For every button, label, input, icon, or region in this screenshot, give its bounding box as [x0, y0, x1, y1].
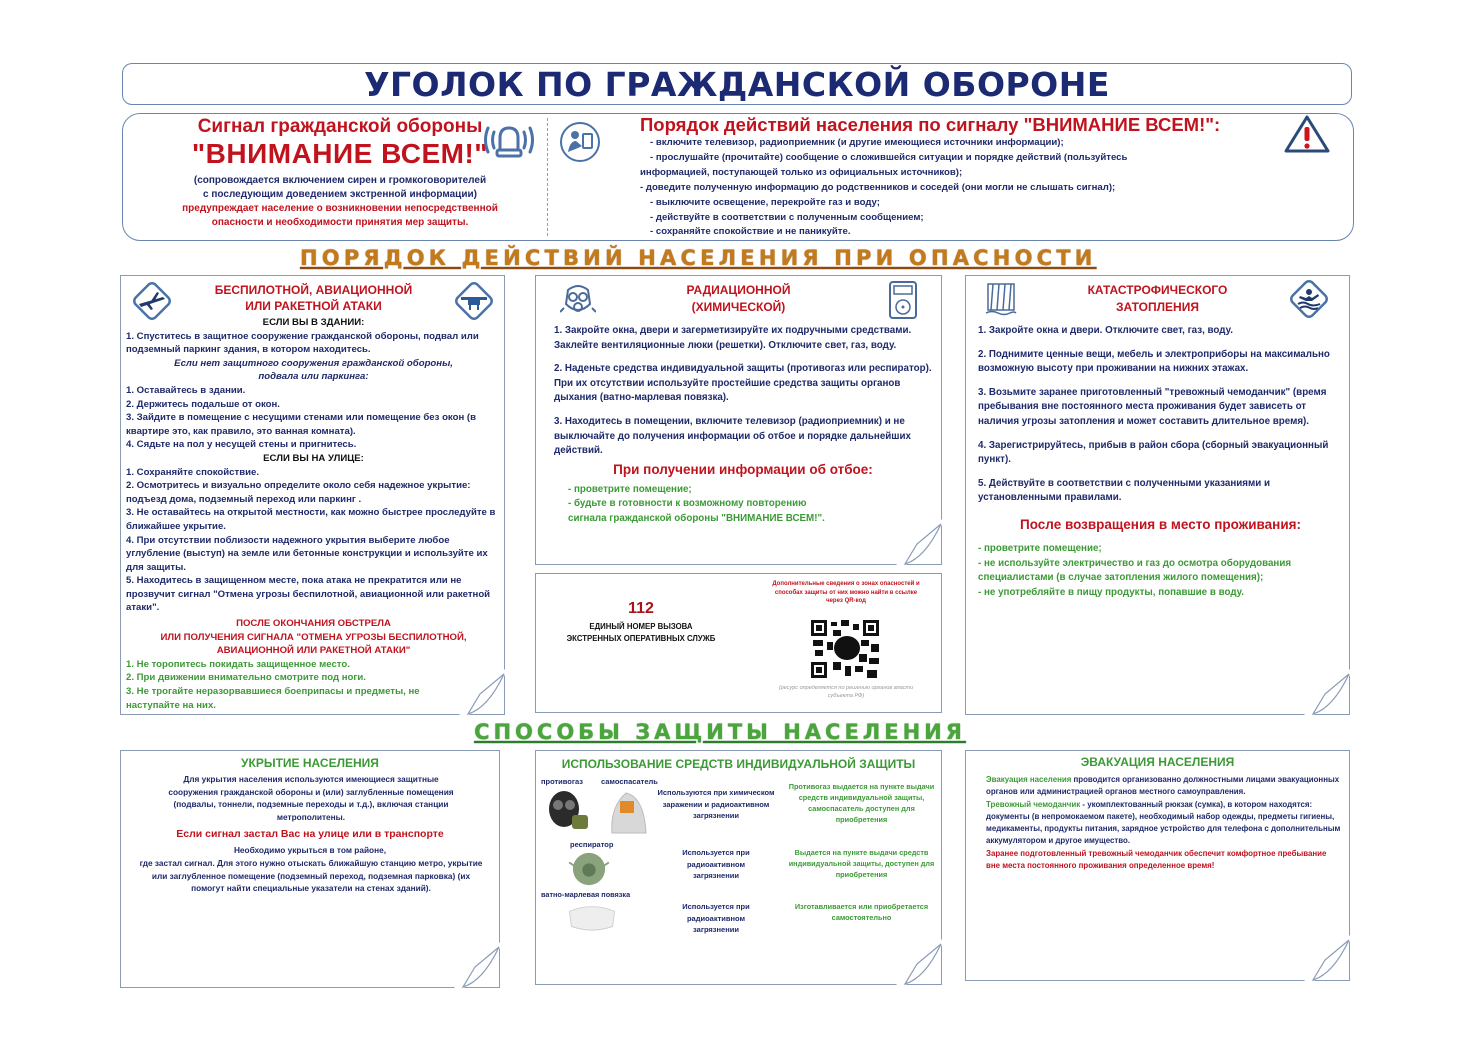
list-item: 1. Спуститесь в защитное сооружение гражданской обороны, подвал или подземный паркинг здания, в котором находитесь.: [126, 330, 479, 356]
signal-actions-heading: Порядок действий населения по сигналу "ВНИМАНИЕ ВСЕМ!":: [640, 114, 1221, 135]
card-radiation-body: [554, 324, 932, 527]
page-title: УГОЛОК ПО ГРАЖДАНСКОЙ ОБОРОНЕ: [364, 64, 1110, 104]
list-item: 1. Закройте окна, двери и загерметизируйте их подручными средствами. Заклейте вентиляционные люки (решетки). Отключите свет, газ, воду.: [554, 325, 912, 351]
qr-caption: Дополнительные сведения о зонах опасностей и способах защиты от них можно найти в ссылке через QR-код: [772, 581, 920, 604]
signal-action-item: - действуйте в соответствии с полученным сообщением;: [650, 211, 924, 223]
signal-description: [140, 116, 540, 230]
evacuation-paragraph: [986, 799, 1341, 848]
qr-note: (ресурс определяется по решению органов власти субъекта РФ): [778, 685, 914, 699]
note-no-shelter: Если нет защитного сооружения гражданской обороны, подвала или паркинга:: [174, 357, 453, 383]
shelter-subheading: Если сигнал застал Вас на улице или в транспорте: [176, 828, 444, 840]
ppe-use-1: Используются при химическом заражении и радиоактивном загрязнении: [657, 788, 775, 820]
emergency-label-line: ЕДИНЫЙ НОМЕР ВЫЗОВА: [589, 622, 693, 631]
card-ppe: [535, 750, 942, 985]
card-title-line: БЕСПИЛОТНОЙ, АВИАЦИОННОЙ: [214, 283, 413, 297]
list-item: 2. Держитесь подальше от окон.: [126, 398, 280, 410]
signal-action-item: - сохраняйте спокойствие и не паникуйте.: [650, 226, 851, 238]
card-title-line: РАДИАЦИОННОЙ: [686, 283, 791, 297]
after-flood-heading: После возвращения в место проживания:: [1020, 516, 1301, 532]
list-item: 5. Действуйте в соответствии с полученными указаниями и установленными правилами.: [978, 477, 1271, 504]
card-title-line: ЗАТОПЛЕНИЯ: [1116, 300, 1199, 314]
self-rescuer-image: [606, 787, 650, 837]
signal-action-item: - выключите освещение, перекройте газ и воду;: [650, 196, 880, 208]
list-item: 2. При движении внимательно смотрите под ноги.: [126, 672, 366, 684]
evacuation-warning: Заранее подготовленный тревожный чемоданчик обеспечит комфортное пребывание вне места постоянного проживания определенное время!: [986, 848, 1327, 871]
card-title-line: КАТАСТРОФИЧЕСКОГО: [1087, 283, 1228, 297]
card-flood: [965, 275, 1350, 715]
signal-desc-line: (сопровождается включением сирен и громкоговорителей: [193, 175, 487, 186]
warning-icon: [1282, 113, 1332, 155]
signal-desc-line: с последующим доведением экстренной информации): [203, 189, 477, 200]
list-item: сигнала гражданской обороны "ВНИМАНИЕ ВСЕМ!".: [568, 512, 825, 524]
card-shelter-title: УКРЫТИЕ НАСЕЛЕНИЯ: [241, 756, 379, 770]
card-attack-title: [191, 282, 436, 314]
subheading-outside: ЕСЛИ ВЫ НА УЛИЦЕ:: [263, 452, 364, 464]
signal-divider: [547, 118, 548, 236]
list-item: 3. Не трогайте неразорвавшиеся боеприпасы и предметы, не наступайте на них.: [126, 686, 420, 711]
after-attack-line: ИЛИ ПОЛУЧЕНИЯ СИГНАЛА "ОТМЕНА УГРОЗЫ БЕСПИЛОТНОЙ,: [160, 631, 467, 643]
evacuation-lead: Эвакуация населения: [986, 775, 1072, 784]
card-radiation-title: [536, 282, 941, 316]
signal-name: "ВНИМАНИЕ ВСЕМ!": [191, 138, 489, 169]
person-info-icon: [558, 120, 602, 164]
list-item: 3. Не оставайтесь на открытой местности, как можно быстрее проследуйте в ближайшее укрытие.: [126, 507, 496, 532]
page-curl-decoration: [1303, 668, 1351, 716]
list-item: 5. Находитесь в защищенном месте, пока атака не прекратится или не прозвучит сигнал "Отмена угрозы беспилотной, авиационной или ракетной атаки".: [126, 575, 491, 614]
card-shelter: [120, 750, 500, 988]
emergency-number-block: [556, 599, 726, 645]
list-item: 2. Наденьте средства индивидуальной защиты (противогаз или респиратор). При их отсутствии используйте простейшие средства защиты органов дыхания (ватно-марлевая повязка).: [554, 363, 932, 404]
evacuation-text: - укомплектованный рюкзак (сумка), в котором находятся: документы (в непромокаемом пакете), необходимый набор одежды, предметы гигиены, медикаменты, продукты питания, зарядное устройство для телефона с дополнительным аккумулятором и другое имущество.: [986, 799, 1341, 846]
ppe-use-3: Используется при радиоактивном загрязнении: [682, 902, 750, 934]
ppe-note-3: Изготавливается или приобретается самостоятельно: [794, 902, 929, 922]
list-item: - не употребляйте в пищу продукты, попавшие в воду.: [978, 586, 1244, 598]
emergency-label-line: ЭКСТРЕННЫХ ОПЕРАТИВНЫХ СЛУЖБ: [566, 634, 716, 643]
list-item: 3. Зайдите в помещение с несущими стенами или помещение без окон (в квартире это, как правило, это ванная комната).: [126, 412, 477, 437]
gas-mask-image: [546, 789, 592, 835]
signal-action-item: информацией, поступающей только из официальных источников);: [640, 166, 963, 178]
section-title-protection: СПОСОБЫ ЗАЩИТЫ НАСЕЛЕНИЯ: [474, 720, 966, 744]
card-flood-body: [978, 324, 1343, 600]
signal-actions: [640, 114, 1280, 240]
signal-warning-line: опасности и необходимости принятия мер защиты.: [211, 217, 469, 228]
list-item: 1. Оставайтесь в здании.: [126, 384, 246, 396]
card-evacuation: [965, 750, 1350, 981]
list-item: 4. При отсутствии поблизости надежного укрытия выберите любое углубление (выступ) на земле или бетонные конструкции и используйте их для защиты.: [126, 534, 488, 573]
list-item: 1. Не торопитесь покидать защищенное место.: [126, 658, 350, 670]
shelter-text2: Необходимо укрыться в том районе,: [233, 845, 387, 855]
ppe-label-bandage: ватно-марлевая повязка: [541, 890, 631, 899]
emergency-number: 112: [628, 600, 654, 617]
card-evacuation-title: ЭВАКУАЦИЯ НАСЕЛЕНИЯ: [1080, 755, 1235, 769]
list-item: - проветрите помещение;: [568, 483, 692, 495]
qr-code[interactable]: [809, 618, 881, 680]
respirator-image: [566, 851, 612, 887]
signal-warning-line: предупреждает население о возникновении непосредственной: [182, 203, 498, 214]
card-ppe-title: ИСПОЛЬЗОВАНИЕ СРЕДСТВ ИНДИВИДУАЛЬНОЙ ЗАЩИТЫ: [561, 757, 916, 771]
card-emergency: [535, 573, 942, 713]
page-curl-decoration: [453, 941, 501, 989]
siren-icon: [482, 120, 536, 160]
list-item: - не используйте электричество и газ до осмотра оборудования специалистами (в случае затопления жилого помещения);: [978, 557, 1292, 584]
signal-action-item: - включите телевизор, радиоприемник (и другие имеющиеся источники информации);: [650, 137, 1064, 148]
signal-action-item: - доведите полученную информацию до родственников и соседей (они могли не слышать сигнал);: [640, 181, 1116, 193]
list-item: - будьте в готовности к возможному повторению: [568, 498, 807, 510]
list-item: 1. Сохраняйте спокойствие.: [126, 466, 259, 478]
shelter-text: Для укрытия населения используются имеющиеся защитные сооружения гражданской обороны и (или) заглубленные помещения (подвалы, тоннели, подземные переходы и т.д.), включая станции метрополитены.: [168, 774, 454, 822]
after-attack-heading: [126, 617, 501, 658]
evacuation-body: [986, 774, 1341, 872]
page-curl-decoration: [1303, 934, 1351, 982]
page-curl-decoration: [458, 668, 506, 716]
ppe-note-2: Выдается на пункте выдачи средств индивидуальной защиты, доступен для приобретения: [788, 848, 935, 879]
after-attack-line: ПОСЛЕ ОКОНЧАНИЯ ОБСТРЕЛА: [236, 618, 391, 630]
card-title-line: ИЛИ РАКЕТНОЙ АТАКИ: [245, 299, 382, 313]
after-attack-line: АВИАЦИОННОЙ ИЛИ РАКЕТНОЙ АТАКИ": [216, 645, 411, 657]
card-title-line: (ХИМИЧЕСКОЙ): [691, 300, 786, 314]
subheading-in-building: ЕСЛИ ВЫ В ЗДАНИИ:: [262, 317, 365, 328]
list-item: 2. Осмотритесь и визуально определите около себя надежное укрытие: подъезд дома, подземный переход или паркинг .: [126, 480, 471, 505]
shelter-text2: где застал сигнал. Для этого нужно отыскать ближайшую станцию метро, укрытие или заглубленное помещение (подземный переход, подземная парковка) (их помогут найти специальные указатели на стенах зданий).: [139, 858, 483, 893]
ppe-label-gasmask: противогаз: [541, 777, 583, 786]
list-item: 1. Закройте окна и двери. Отключите свет, газ, воду.: [978, 325, 1233, 336]
list-item: 2. Поднимите ценные вещи, мебель и электроприборы на максимально возможную высоту при проживании на нижних этажах.: [978, 348, 1330, 375]
page-title-bar: [122, 63, 1352, 105]
card-attack-body: [126, 316, 501, 712]
ppe-note-1: Противогаз выдается на пункте выдачи средств индивидуальной защиты, самоспасатель доступен для приобретения: [788, 782, 935, 824]
gauze-bandage-image: [564, 902, 620, 932]
page-curl-decoration: [895, 938, 943, 986]
list-item: - проветрите помещение;: [978, 542, 1102, 554]
card-radiation: [535, 275, 942, 565]
list-item: 4. Сядьте на пол у несущей стены и пригнитесь.: [126, 439, 357, 451]
signal-title: Сигнал гражданской обороны: [197, 116, 483, 137]
evacuation-text: проводится организованно должностными лицами эвакуационных органов или администрацией органов местного самоуправления.: [986, 775, 1340, 797]
evacuation-lead: Тревожный чемоданчик: [986, 799, 1081, 809]
list-item: 3. Находитесь в помещении, включите телевизор (радиоприемник) и не выключайте до получения информации об отбое и порядке дальнейших действий.: [554, 415, 911, 457]
ppe-label-respirator: респиратор: [570, 840, 614, 849]
ppe-use-2: Используется при радиоактивном загрязнении: [682, 848, 750, 880]
page-curl-decoration: [895, 518, 943, 566]
after-radiation-heading: При получении информации об отбое:: [613, 461, 873, 477]
list-item: 3. Возьмите заранее приготовленный "тревожный чемоданчик" (время пребывания вне постоянного места проживания будет зависеть от наличия угрозы затопления и может составить длительное время).: [978, 386, 1327, 427]
section-title-actions: ПОРЯДОК ДЕЙСТВИЙ НАСЕЛЕНИЯ ПРИ ОПАСНОСТИ: [300, 246, 1097, 270]
list-item: 4. Зарегистрируйтесь, прибыв в район сбора (сборный эвакуационный пункт).: [978, 439, 1329, 466]
card-attack: [120, 275, 505, 715]
card-flood-title: [966, 282, 1349, 316]
ppe-label-selfrescuer: самоспасатель: [601, 777, 658, 786]
signal-action-item: - прослушайте (прочитайте) сообщение о сложившейся ситуации и порядке действий (пользуйтесь: [650, 151, 1128, 163]
evacuation-paragraph: [986, 774, 1341, 799]
